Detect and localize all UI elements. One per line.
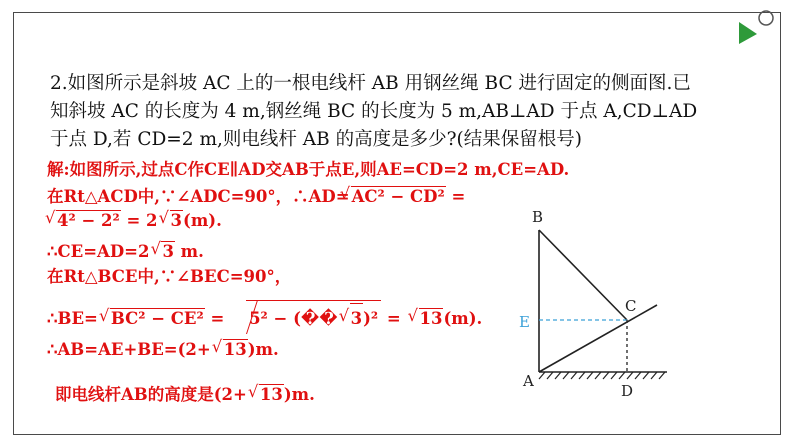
solution-text: 即电线杆AB的高度是(2+ xyxy=(55,385,247,404)
radical: √ 3 xyxy=(161,241,174,261)
ground-hatch xyxy=(539,372,665,379)
solution-line-8 xyxy=(55,381,315,405)
solution-line-5: 在Rt△BCE中,∵∠BEC=90°， xyxy=(47,267,292,286)
radical: √ AC² − CD² xyxy=(351,186,446,206)
label-c: C xyxy=(625,297,637,315)
solution-text: )² xyxy=(363,309,379,328)
question-line-1: 2.如图所示是斜坡 AC 上的一根电线杆 AB 用钢丝绳 BC 进行固定的侧面图.已 xyxy=(50,73,691,94)
label-a: A xyxy=(523,372,534,390)
solution-line-4 xyxy=(47,241,204,261)
solution-text: 5² − (�� xyxy=(249,309,338,328)
question-line-3: 于点 D,若 CD=2 m,则电线杆 AB 的高度是多少?(结果保留根号) xyxy=(50,129,582,150)
radical: √ 13 xyxy=(223,339,248,359)
geometry-diagram xyxy=(505,200,685,410)
wire-bc xyxy=(539,230,627,320)
solution-text: )m. xyxy=(247,340,279,359)
solution-text: 在Rt△ACD中,∵∠ADC=90°，∴AD= xyxy=(47,187,350,206)
play-icon[interactable] xyxy=(735,8,775,48)
solution-text: = xyxy=(381,309,407,328)
solution-line-1: 解:如图所示,过点C作CE∥AD交AB于点E,则AE=CD=2 m,CE=AD. xyxy=(47,160,570,179)
solution-line-2 xyxy=(47,183,465,207)
solution-text: = xyxy=(204,309,231,328)
radical: √ 13 xyxy=(419,308,444,328)
solution-text: (m). xyxy=(183,211,222,230)
solution-text: ∴AB=AE+BE=(2+ xyxy=(47,340,211,359)
solution-line-3 xyxy=(55,210,222,230)
solution-text: ∴CE=AD=2 xyxy=(47,242,150,261)
solution-line-7 xyxy=(47,339,279,359)
solution-line-6 xyxy=(47,300,482,334)
solution-text: = xyxy=(445,187,466,206)
label-b: B xyxy=(532,208,544,226)
radical: √ 4² − 2² xyxy=(56,210,121,230)
radical: √ 13 xyxy=(259,384,284,404)
radical: √ BC² − CE² xyxy=(110,308,205,328)
solution-text: m. xyxy=(174,242,204,261)
question-line-2: 知斜坡 AC 的长度为 4 m,钢丝绳 BC 的长度为 5 m,AB⊥AD 于点 A,CD⊥AD xyxy=(50,101,698,122)
label-d: D xyxy=(621,382,634,400)
label-e: E xyxy=(519,313,530,331)
solution-text: (m). xyxy=(443,309,483,328)
slope-ac xyxy=(539,305,657,372)
big-radical xyxy=(246,300,381,334)
solution-text: )m. xyxy=(283,385,315,404)
radical: √ 3 xyxy=(350,303,363,334)
solution-text: = 2 xyxy=(120,211,158,230)
question-text xyxy=(50,70,730,154)
solution-text: ∴BE= xyxy=(47,309,98,328)
radical: √ 3 xyxy=(170,210,183,230)
